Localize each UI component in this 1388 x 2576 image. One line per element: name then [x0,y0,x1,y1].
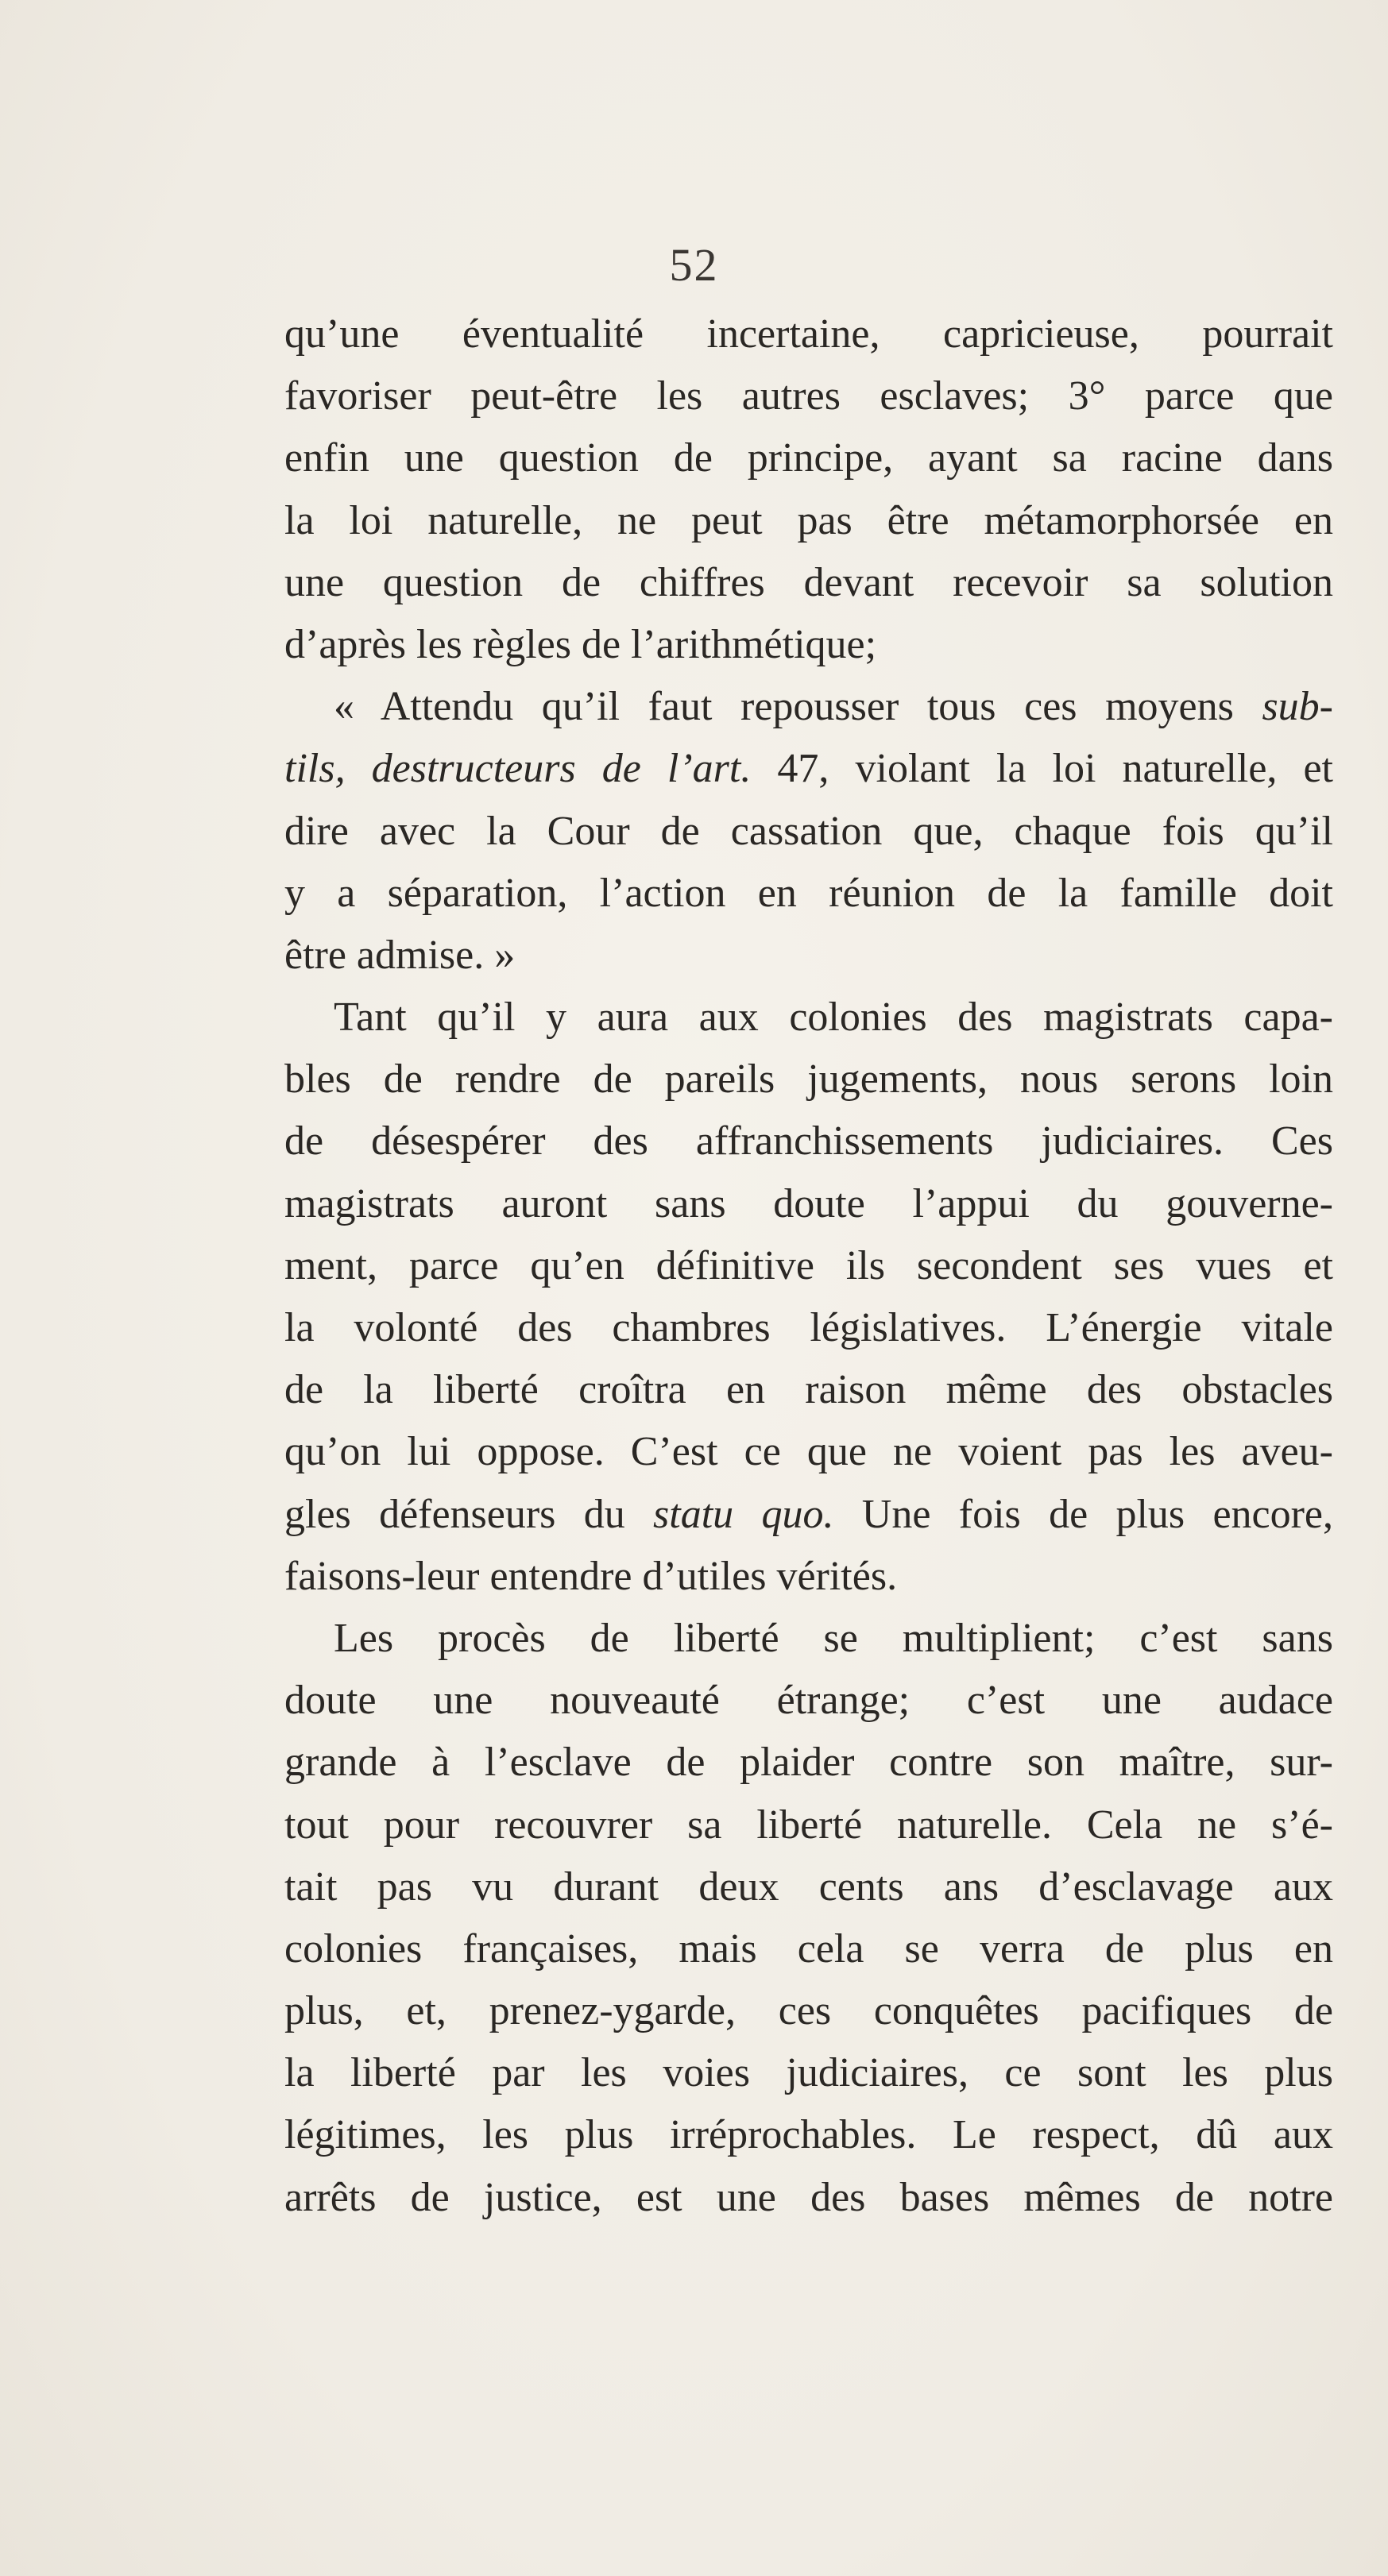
line-italic-segment: tils, destructeurs de l’art. [284,746,752,792]
text-line: la liberté par les voies judiciaires, ce sont les plus [284,2050,1333,2096]
text-line: ment, parce qu’en définitive ils secondent ses vues et [284,1242,1333,1288]
text-line [284,738,1333,800]
text-line: colonies françaises, mais cela se verra de plus en [284,1925,1333,1972]
text-line: tait pas vu durant deux cents ans d’esclavage aux [284,1863,1333,1910]
text-line: grande à l’esclave de plaider contre son maître, sur- [284,1740,1333,1786]
text-line [284,676,1333,738]
line-roman-segment: « Attendu qu’il faut repousser tous ces moyens [334,684,1262,730]
text-line: arrêts de justice, est une des bases mêmes de notre [284,2174,1333,2220]
text-line: la volonté des chambres législatives. L’énergie vitale [284,1305,1333,1350]
text-line: tout pour recouvrer sa liberté naturelle. Cela ne s’é- [284,1802,1333,1848]
text-line: d’après les règles de l’arithmétique; [284,621,877,667]
line-roman-segment: Une fois de plus encore, [833,1491,1334,1537]
line-roman-segment: gles défenseurs du [284,1491,654,1537]
text-line: qu’une éventualité incertaine, capricieuse, pourrait [284,311,1333,357]
text-line: enfin une question de principe, ayant sa racine dans [284,435,1333,481]
text-line: Les procès de liberté se multiplient; c’est sans [334,1615,1333,1661]
text-line: Tant qu’il y aura aux colonies des magistrats capa- [334,994,1333,1041]
page-number: 52 [669,239,719,291]
text-line: dire avec la Cour de cassation que, chaque fois qu’il [284,808,1333,854]
line-roman-segment: 47, violant la loi naturelle, et [751,746,1333,792]
text-line: de la liberté croîtra en raison même des obstacles [284,1367,1333,1413]
text-line: qu’on lui oppose. C’est ce que ne voient pas les aveu- [284,1429,1333,1475]
text-line: une question de chiffres devant recevoir sa solution [284,559,1333,605]
text-line: doute une nouveauté étrange; c’est une audace [284,1678,1333,1724]
text-line: être admise. » [284,932,516,978]
text-line: magistrats auront sans doute l’appui du gouverne- [284,1180,1333,1226]
text-line: faisons-leur entendre d’utiles vérités. [284,1553,898,1599]
line-italic-segment: sub- [1262,684,1333,730]
text-line [284,1484,1333,1546]
text-line: de désespérer des affranchissements judiciaires. Ces [284,1118,1333,1164]
text-line: y a séparation, l’action en réunion de la famille doit [284,870,1333,916]
body-text [284,303,1333,2229]
text-line: favoriser peut-être les autres esclaves; 3° parce que [284,373,1333,419]
text-line: la loi naturelle, ne peut pas être métamorphorsée en [284,497,1333,543]
text-line: plus, et, prenez-ygarde, ces conquêtes pacifiques de [284,1988,1333,2034]
text-line: bles de rendre de pareils jugements, nous serons loin [284,1056,1333,1103]
text-line: légitimes, les plus irréprochables. Le respect, dû aux [284,2112,1333,2158]
line-italic-segment: statu quo. [653,1491,834,1537]
